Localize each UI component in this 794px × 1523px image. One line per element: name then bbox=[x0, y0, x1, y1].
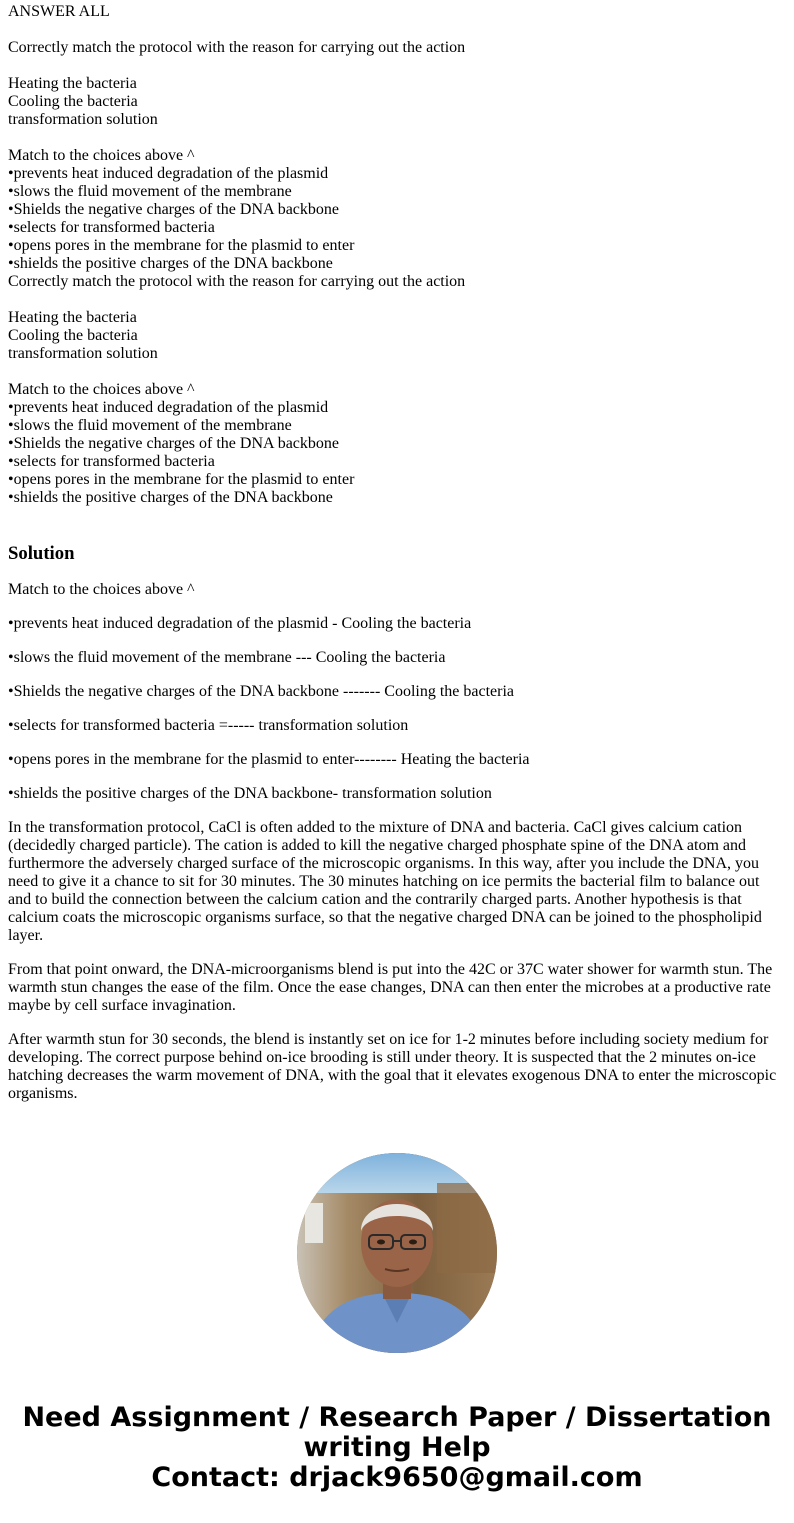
choice-item: •opens pores in the membrane for the plasmid to enter bbox=[8, 471, 355, 488]
solution-answer: •Shields the negative charges of the DNA backbone ------- Cooling the bacteria bbox=[8, 683, 515, 700]
explanation-paragraph: In the transformation protocol, CaCl is often added to the mixture of DNA and bacteria. CaCl gives calcium cation (decidedly charged particle). The cation is added to kill the negative charged phosphate spine of the DNA atom and furthermore the adversely charged surface of the microscopic organisms. In this way, after you include the DNA, you need to give it a chance to sit for 30 minutes. The 30 minutes hatching on ice permits the bacterial film to balance out and to build the connection between the calcium cation and the contrarily charged parts. Another hypothesis is that calcium coats the microscopic organisms surface, so that the negative charged DNA can be joined to the phospholipid layer. bbox=[8, 819, 762, 944]
author-portrait-image bbox=[297, 1153, 497, 1353]
solution-answer: •opens pores in the membrane for the plasmid to enter-------- Heating the bacteria bbox=[8, 751, 530, 768]
solution-answer: •shields the positive charges of the DNA backbone- transformation solution bbox=[8, 785, 492, 802]
protocol-item: transformation solution bbox=[8, 111, 158, 128]
solution-heading: Solution bbox=[8, 543, 75, 564]
choice-item: •Shields the negative charges of the DNA backbone bbox=[8, 201, 339, 218]
solution-match-label: Match to the choices above ^ bbox=[8, 581, 195, 598]
choice-item: •Shields the negative charges of the DNA backbone bbox=[8, 435, 339, 452]
choice-item: •prevents heat induced degradation of the plasmid bbox=[8, 165, 329, 182]
choice-item: •opens pores in the membrane for the plasmid to enter bbox=[8, 237, 355, 254]
match-label: Match to the choices above ^ bbox=[8, 381, 195, 398]
protocol-item: transformation solution bbox=[8, 345, 158, 362]
explanation-paragraph: From that point onward, the DNA-microorganisms blend is put into the 42C or 37C water shower for warmth stun. The warmth stun changes the ease of the film. Once the ease changes, DNA can then enter the microbes at a productive rate maybe by cell surface invagination. bbox=[8, 961, 773, 1014]
promo-footer bbox=[0, 1403, 794, 1493]
choice-item: •slows the fluid movement of the membrane bbox=[8, 417, 292, 434]
solution-answer: •prevents heat induced degradation of the plasmid - Cooling the bacteria bbox=[8, 615, 472, 632]
choice-item: •shields the positive charges of the DNA backbone bbox=[8, 489, 333, 506]
author-avatar bbox=[297, 1153, 497, 1353]
protocol-item: Cooling the bacteria bbox=[8, 93, 138, 110]
solution-answer: •selects for transformed bacteria =----- transformation solution bbox=[8, 717, 409, 734]
question-prompt: Correctly match the protocol with the reason for carrying out the action bbox=[8, 273, 466, 290]
protocol-item: Heating the bacteria bbox=[8, 309, 137, 326]
choice-item: •selects for transformed bacteria bbox=[8, 219, 215, 236]
protocol-item: Heating the bacteria bbox=[8, 75, 137, 92]
explanation-paragraph: After warmth stun for 30 seconds, the blend is instantly set on ice for 1-2 minutes before including society medium for developing. The correct purpose behind on-ice brooding is still under theory. It is suspected that the 2 minutes on-ice hatching decreases the warm movement of DNA, with the goal that it elevates exogenous DNA to enter the microscopic organisms. bbox=[8, 1031, 777, 1102]
protocol-item: Cooling the bacteria bbox=[8, 327, 138, 344]
question-prompt: Correctly match the protocol with the reason for carrying out the action bbox=[8, 39, 466, 56]
answer-all-header: ANSWER ALL bbox=[8, 3, 110, 20]
question-block-1 bbox=[8, 39, 786, 273]
choice-item: •shields the positive charges of the DNA backbone bbox=[8, 255, 333, 272]
question-block-2 bbox=[8, 273, 786, 507]
solution-block bbox=[8, 581, 786, 1103]
choice-item: •slows the fluid movement of the membrane bbox=[8, 183, 292, 200]
promo-contact-line: Contact: drjack9650@gmail.com bbox=[151, 1462, 643, 1493]
choice-item: •selects for transformed bacteria bbox=[8, 453, 215, 470]
promo-line-1: Need Assignment / Research Paper / Dissertation bbox=[22, 1402, 772, 1433]
solution-answer: •slows the fluid movement of the membrane --- Cooling the bacteria bbox=[8, 649, 446, 666]
match-label: Match to the choices above ^ bbox=[8, 147, 195, 164]
choice-item: •prevents heat induced degradation of the plasmid bbox=[8, 399, 329, 416]
promo-line-2: writing Help bbox=[303, 1432, 491, 1463]
